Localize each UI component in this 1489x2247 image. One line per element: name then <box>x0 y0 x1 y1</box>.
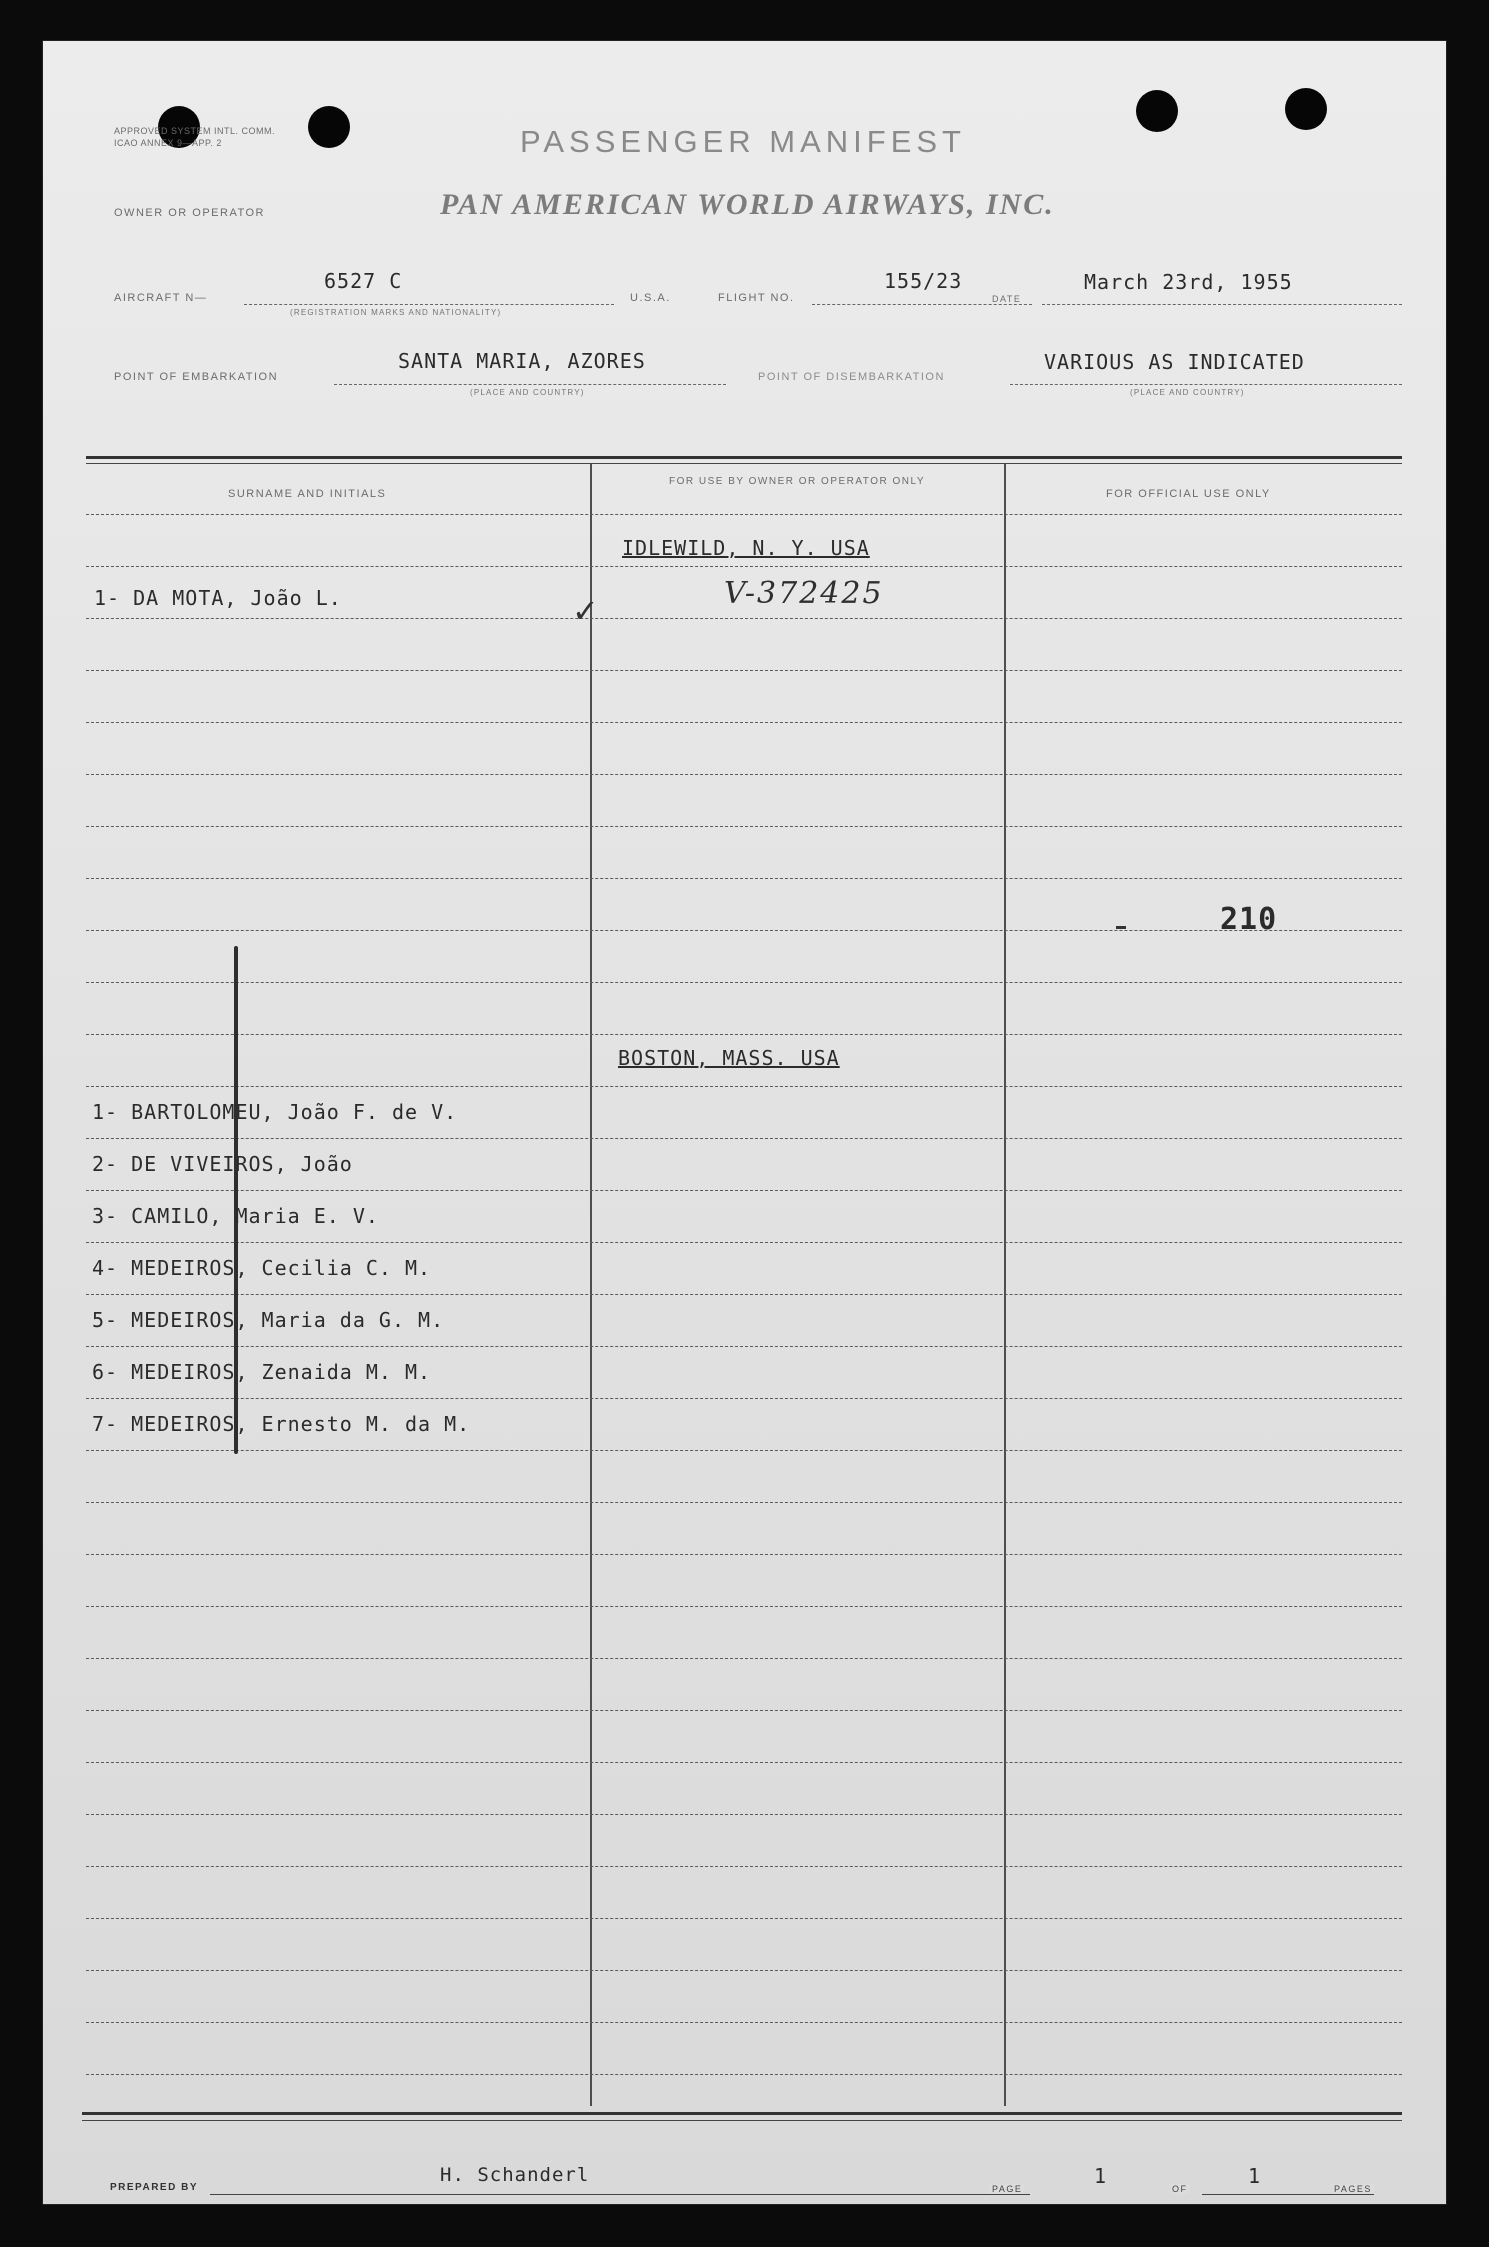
official-note: 210 <box>1220 902 1278 937</box>
column-divider <box>590 464 592 2106</box>
manifest-page <box>42 40 1447 2205</box>
passenger-row: 4- MEDEIROS, Cecilia C. M. <box>92 1256 432 1280</box>
prepared-label: PREPARED BY <box>110 2182 198 2193</box>
embark-sub: (PLACE AND COUNTRY) <box>470 388 585 397</box>
passenger-row: 7- MEDEIROS, Ernesto M. da M. <box>92 1412 471 1436</box>
passenger-row: 5- MEDEIROS, Maria da G. M. <box>92 1308 445 1332</box>
page-value: 1 <box>1094 2164 1108 2188</box>
flight-value: 155/23 <box>884 269 963 293</box>
usa-label: U.S.A. <box>630 292 671 304</box>
aircraft-value: 6527 C <box>324 269 403 293</box>
punch-hole <box>1285 88 1327 130</box>
passenger-row: 3- CAMILO, Maria E. V. <box>92 1204 379 1228</box>
of-value: 1 <box>1248 2164 1262 2188</box>
aircraft-sub: (REGISTRATION MARKS AND NATIONALITY) <box>290 308 502 317</box>
of-label: OF <box>1172 2184 1188 2194</box>
destination-boston: BOSTON, MASS. USA <box>618 1046 840 1070</box>
airline-name: PAN AMERICAN WORLD AIRWAYS, INC. <box>440 188 1055 221</box>
column-divider <box>1004 464 1006 2106</box>
embark-label: POINT OF EMBARKATION <box>114 371 279 383</box>
passenger-row: 2- DE VIVEIROS, João <box>92 1152 353 1176</box>
col-owner-header <box>622 476 972 488</box>
page-label: PAGE <box>992 2184 1023 2194</box>
check-mark-icon: ✓ <box>572 592 599 630</box>
date-value: March 23rd, 1955 <box>1084 270 1293 294</box>
disembark-value: VARIOUS AS INDICATED <box>1044 350 1305 374</box>
pages-label: PAGES <box>1334 2184 1372 2194</box>
passenger-row: 6- MEDEIROS, Zenaida M. M. <box>92 1360 432 1384</box>
aircraft-label: AIRCRAFT N— <box>114 292 208 304</box>
approval-text: APPROVED SYSTEM INTL. COMM. <box>114 126 276 136</box>
punch-hole <box>1136 90 1178 132</box>
passenger-row: 1- DA MOTA, João L. <box>94 586 342 610</box>
col-surname-header: SURNAME AND INITIALS <box>228 488 387 500</box>
dash-mark <box>1116 926 1126 929</box>
disembark-sub: (PLACE AND COUNTRY) <box>1130 388 1245 397</box>
punch-hole <box>308 106 350 148</box>
owner-label: OWNER OR OPERATOR <box>114 207 265 219</box>
destination-idlewild: IDLEWILD, N. Y. USA <box>622 536 870 560</box>
col-official-header: FOR OFFICIAL USE ONLY <box>1106 488 1271 500</box>
page-title: PASSENGER MANIFEST <box>520 124 966 159</box>
approval-ref: ICAO ANNEX 9—APP. 2 <box>114 138 222 148</box>
handwritten-number: V-372425 <box>724 576 884 611</box>
date-label: DATE <box>992 294 1022 304</box>
embark-value: SANTA MARIA, AZORES <box>398 349 646 373</box>
passenger-row: 1- BARTOLOMEU, João F. de V. <box>92 1100 458 1124</box>
disembark-label: POINT OF DISEMBARKATION <box>758 371 945 383</box>
col-owner-text: FOR USE BY OWNER OR OPERATOR ONLY <box>668 476 925 487</box>
prepared-value: H. Schanderl <box>440 2164 590 2186</box>
flight-label: FLIGHT NO. <box>718 292 795 304</box>
